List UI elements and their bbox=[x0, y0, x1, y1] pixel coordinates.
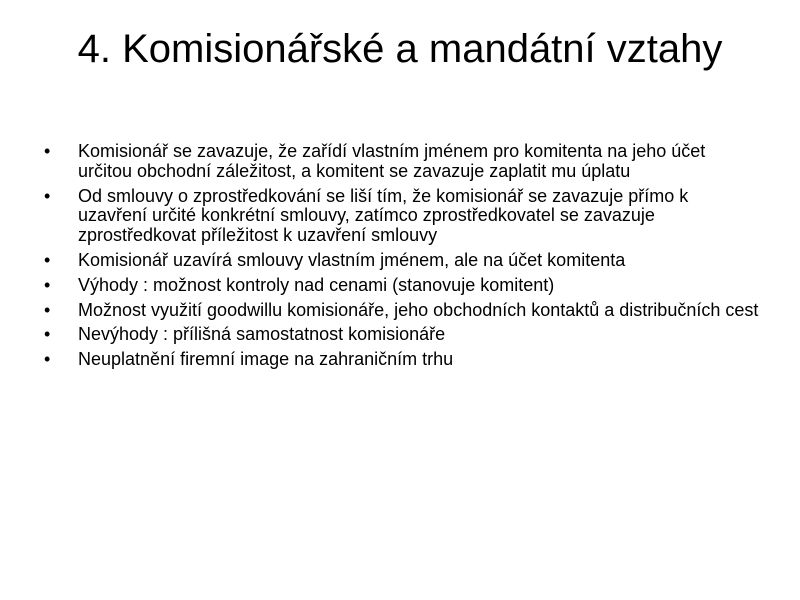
bullet-list bbox=[44, 142, 760, 375]
bullet-icon: • bbox=[44, 324, 51, 345]
bullet-item bbox=[44, 251, 760, 271]
slide-title: 4. Komisionářské a mandátní vztahy bbox=[77, 27, 723, 71]
bullet-item bbox=[44, 142, 760, 182]
bullet-text: Nevýhody : přílišná samostatnost komisionáře bbox=[78, 324, 446, 345]
bullet-text: Výhody : možnost kontroly nad cenami (stanovuje komitent) bbox=[78, 274, 555, 295]
bullet-text: Komisionář uzavírá smlouvy vlastním jménem, ale na účet komitenta bbox=[78, 249, 626, 270]
bullet-text: Od smlouvy o zprostředkování se liší tím, že komisionář se zavazuje přímo k uzavření určité konkrétní smlouvy, zatímco zprostředkovatel se zavazuje zprostředkovat příležitost k uzavření smlouvy bbox=[78, 185, 689, 246]
bullet-item bbox=[44, 301, 760, 321]
bullet-text: Možnost využití goodwillu komisionáře, jeho obchodních kontaktů a distribučních cest bbox=[78, 299, 759, 320]
bullet-icon: • bbox=[44, 299, 51, 320]
bullet-icon: • bbox=[44, 274, 51, 295]
bullet-text: Neuplatnění firemní image na zahraničním trhu bbox=[78, 349, 454, 370]
bullet-item bbox=[44, 325, 760, 345]
bullet-item bbox=[44, 276, 760, 296]
bullet-item bbox=[44, 350, 760, 370]
bullet-item bbox=[44, 187, 760, 246]
bullet-icon: • bbox=[44, 349, 51, 370]
bullet-icon: • bbox=[44, 141, 51, 161]
bullet-icon: • bbox=[44, 249, 51, 270]
bullet-icon: • bbox=[44, 185, 51, 206]
bullet-text: Komisionář se zavazuje, že zařídí vlastním jménem pro komitenta na jeho účet určitou obchodní záležitost, a komitent se zavazuje zaplatit mu úplatu bbox=[78, 141, 706, 181]
